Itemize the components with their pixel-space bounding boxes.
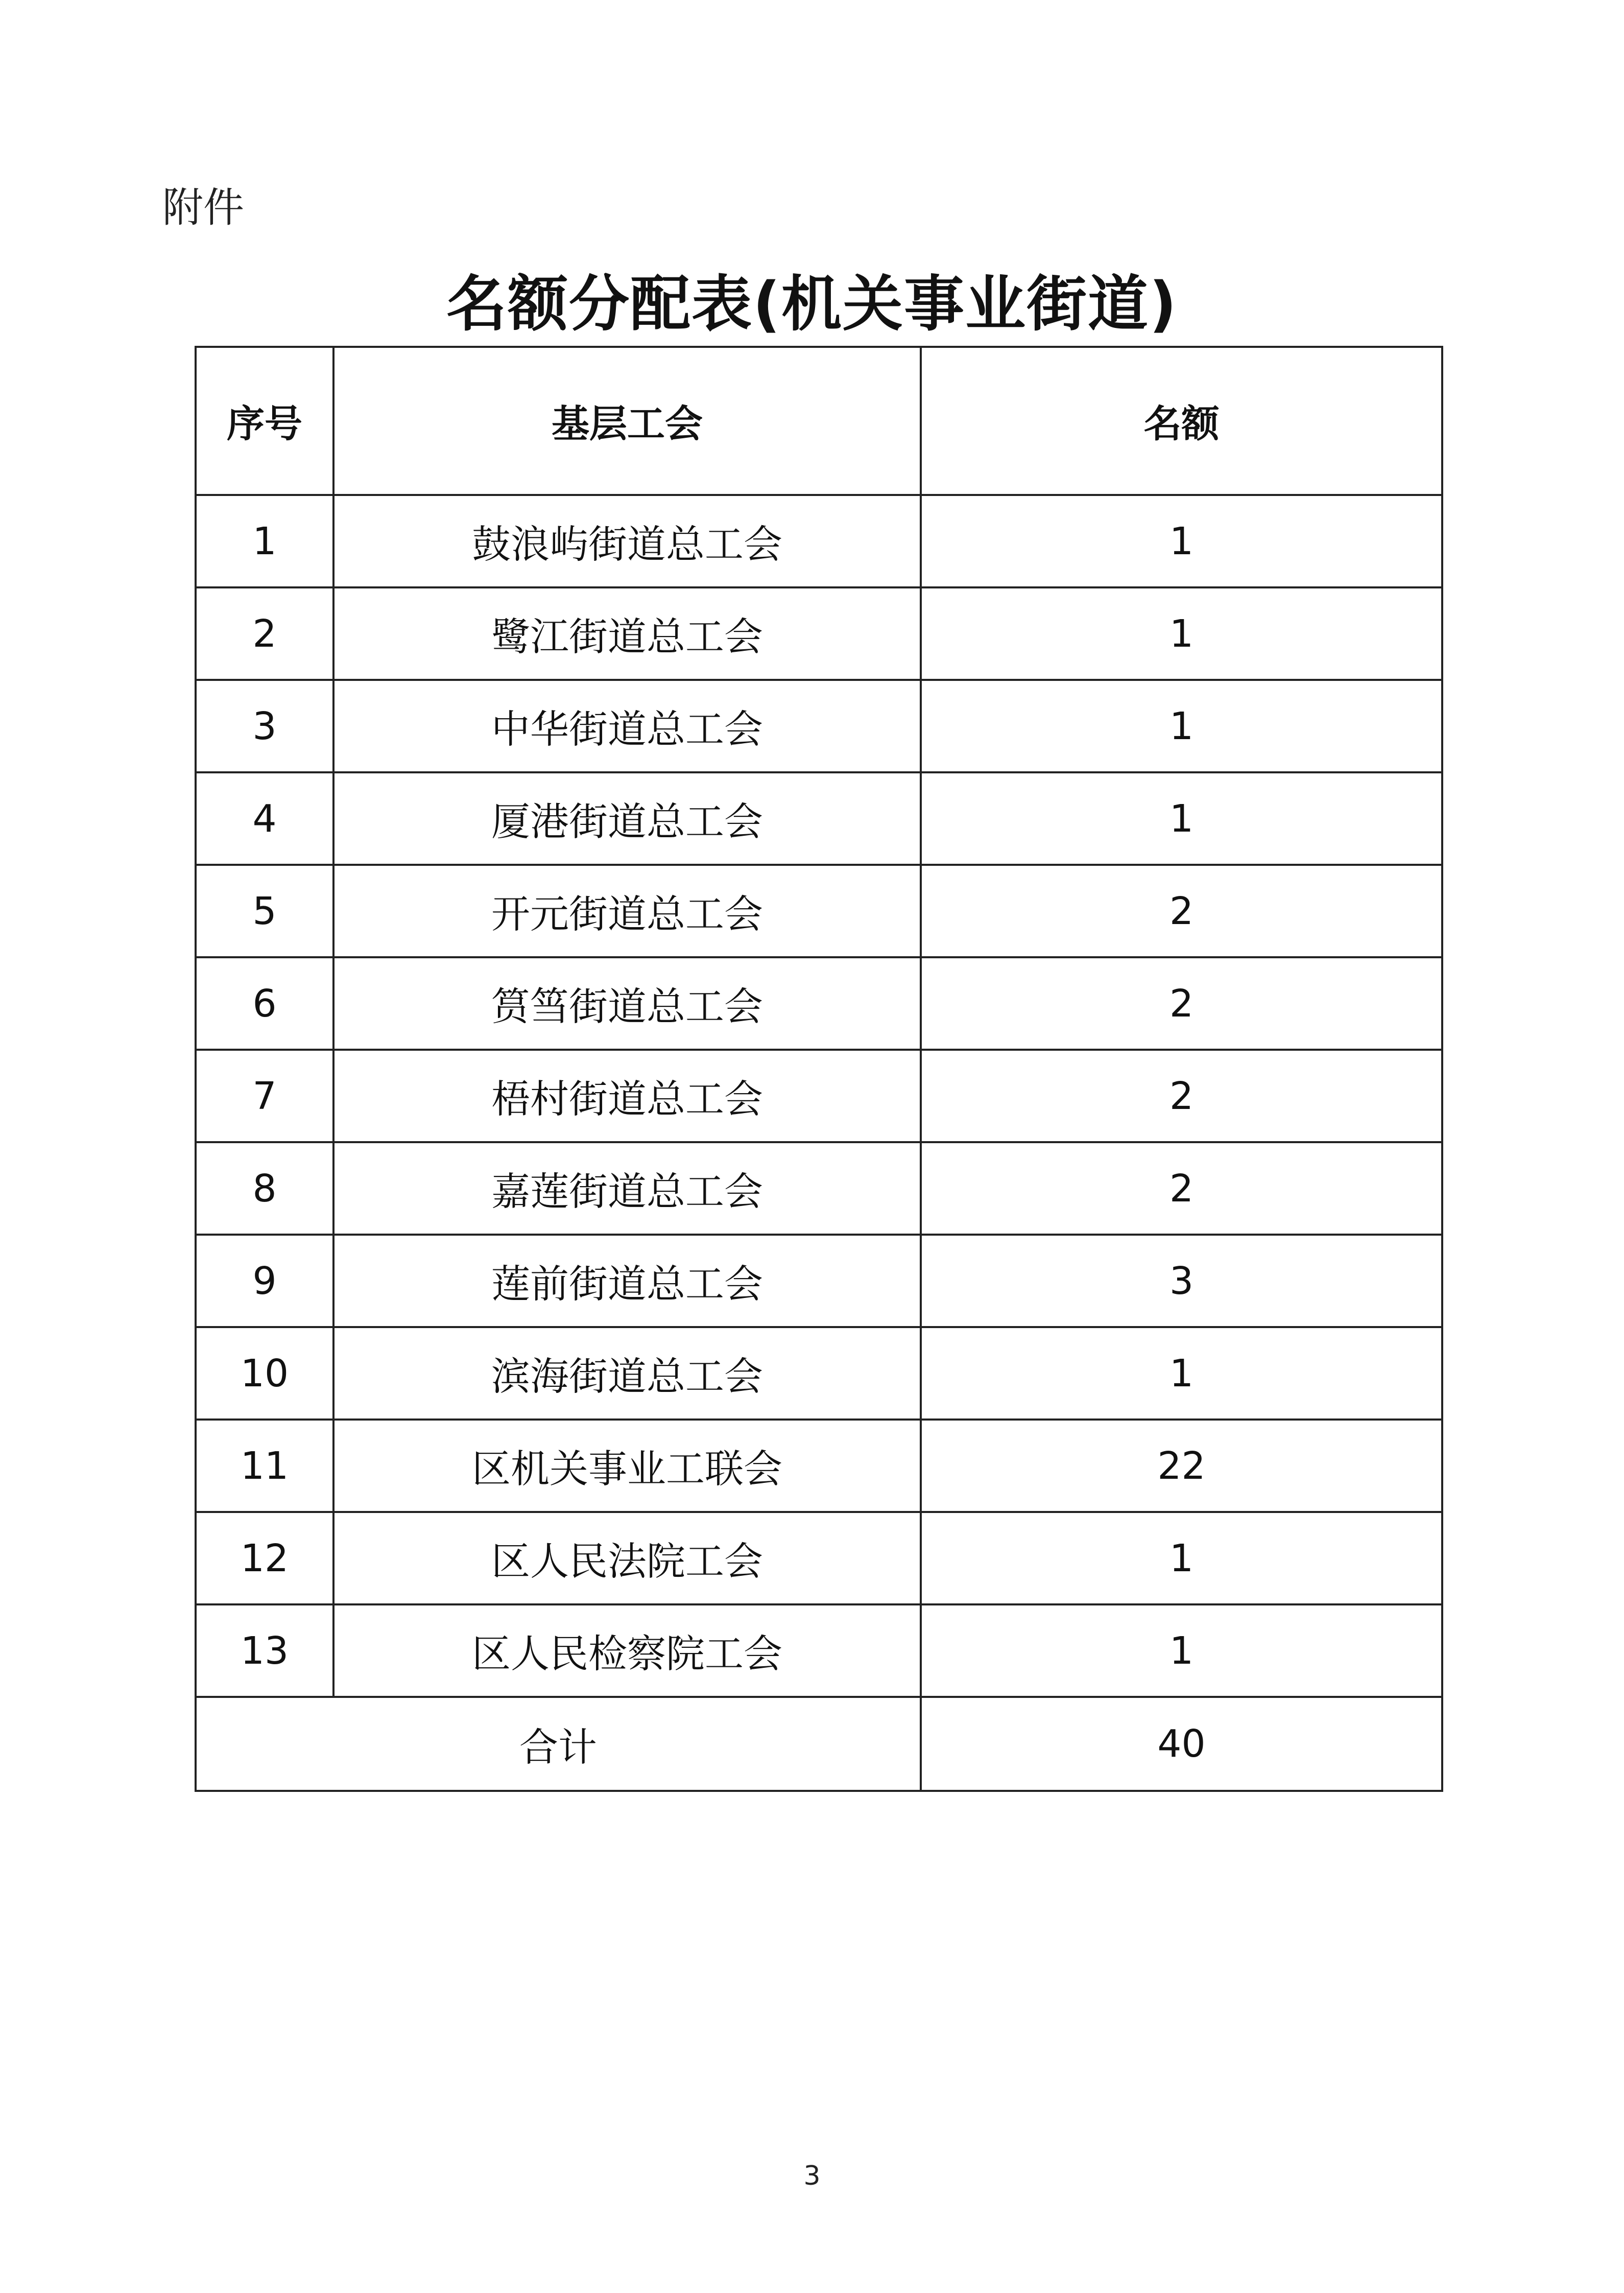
page-number: 3 [803,2161,821,2191]
row-quota: 1 [921,1512,1442,1604]
table-row [196,1604,1442,1697]
table-row [196,772,1442,865]
row-quota: 22 [921,1420,1442,1512]
row-seq: 11 [196,1420,333,1512]
row-quota: 3 [921,1235,1442,1327]
row-seq: 6 [196,957,333,1050]
row-union: 鹭江街道总工会 [333,587,921,680]
row-seq: 4 [196,772,333,865]
row-union: 嘉莲街道总工会 [333,1142,921,1235]
row-seq: 1 [196,495,333,587]
table-row [196,957,1442,1050]
column-header-quota: 名额 [921,347,1442,495]
row-union: 莲前街道总工会 [333,1235,921,1327]
row-quota: 2 [921,1142,1442,1235]
table-row [196,587,1442,680]
table-row [196,495,1442,587]
column-header-union: 基层工会 [333,347,921,495]
row-union: 鼓浪屿街道总工会 [333,495,921,587]
row-quota: 1 [921,587,1442,680]
table-header-row [196,347,1442,495]
row-quota: 2 [921,1050,1442,1142]
table-row [196,1142,1442,1235]
row-union: 滨海街道总工会 [333,1327,921,1420]
row-quota: 2 [921,957,1442,1050]
row-seq: 5 [196,865,333,957]
table-total-row [196,1697,1442,1791]
table-row [196,1327,1442,1420]
row-seq: 7 [196,1050,333,1142]
row-quota: 1 [921,495,1442,587]
row-seq: 2 [196,587,333,680]
table-row [196,1235,1442,1327]
total-label: 合计 [196,1697,921,1791]
table-row [196,680,1442,772]
row-union: 梧村街道总工会 [333,1050,921,1142]
table-row [196,1420,1442,1512]
table-row [196,1512,1442,1604]
row-quota: 1 [921,1327,1442,1420]
row-union: 区机关事业工联会 [333,1420,921,1512]
row-union: 中华街道总工会 [333,680,921,772]
table-row [196,865,1442,957]
quota-allocation-table [195,346,1443,1792]
row-union: 厦港街道总工会 [333,772,921,865]
attachment-label: 附件 [162,184,244,231]
page-title: 名额分配表(机关事业街道) [446,269,1178,339]
row-seq: 9 [196,1235,333,1327]
row-seq: 8 [196,1142,333,1235]
row-seq: 3 [196,680,333,772]
row-union: 区人民检察院工会 [333,1604,921,1697]
row-union: 筼筜街道总工会 [333,957,921,1050]
row-union: 开元街道总工会 [333,865,921,957]
row-seq: 12 [196,1512,333,1604]
row-quota: 1 [921,680,1442,772]
row-seq: 10 [196,1327,333,1420]
row-union: 区人民法院工会 [333,1512,921,1604]
row-quota: 2 [921,865,1442,957]
total-value: 40 [921,1697,1442,1791]
column-header-seq: 序号 [196,347,333,495]
row-quota: 1 [921,1604,1442,1697]
row-quota: 1 [921,772,1442,865]
row-seq: 13 [196,1604,333,1697]
table-row [196,1050,1442,1142]
